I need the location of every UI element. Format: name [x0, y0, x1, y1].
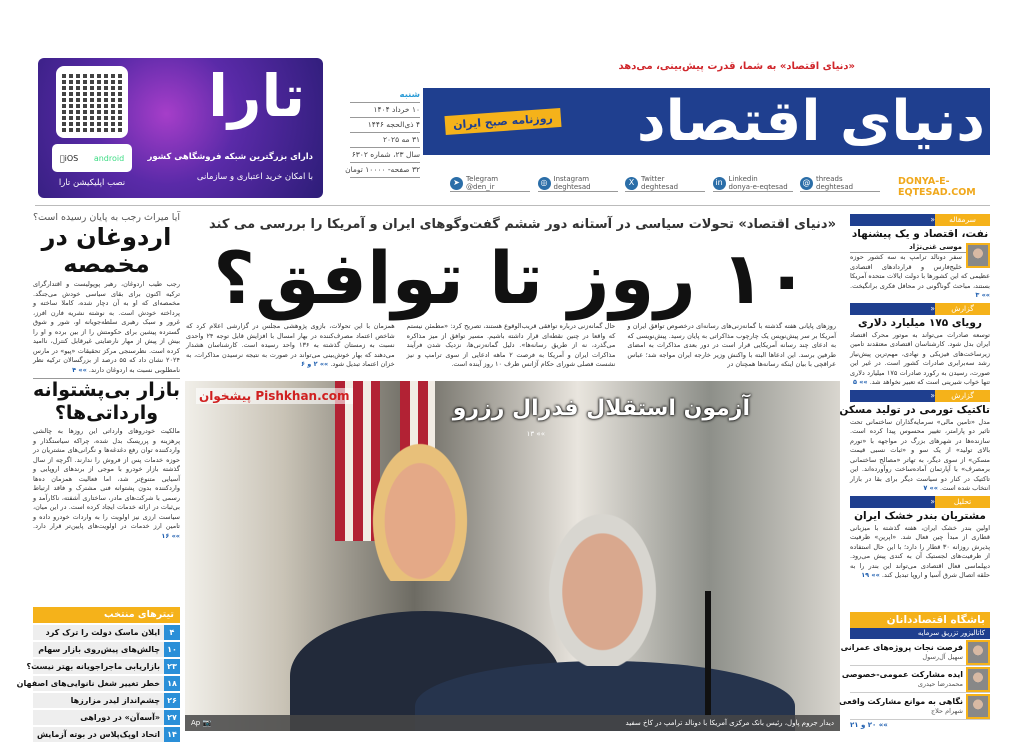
author-photo [966, 640, 990, 665]
page-reference[interactable]: »» ۲ و ۶ [301, 360, 329, 368]
telegram-icon: ➤ [450, 177, 463, 190]
club-item[interactable]: فرصت نجات پروژه‌های عمرانی سهیل آل‌رسول [850, 639, 990, 666]
apple-icon: iOS [61, 153, 75, 163]
headline-item[interactable]: ۱۰ چالش‌های پیش‌روی بازار سهام [33, 642, 180, 657]
headline-item[interactable]: ۴ ایلان ماسک دولت را ترک کرد [33, 625, 180, 640]
x-icon: X [625, 177, 638, 190]
article-text: سفر دونالد ترامپ به سه کشور حوزه خلیج‌فارس و قراردادهای اقتصادی عظیمی که این کشورها با دولت ایالات متحده آمریکا بستند، مباحث گوناگونی در محافل فکری برانگیخت. »» ۳ [850, 253, 990, 299]
section-header: تحلیل « [850, 496, 990, 508]
price: ۳۲ صفحه- ۱۰۰۰۰ تومان [350, 163, 420, 178]
story-column: حال گمانه‌زنی درباره توافقی قریب‌الوقوع هستند، تصریح کرد: «مطمئن نیستم که واقعا در چنین نقطه‌ای قرار داشته باشیم. مسیر توافق از میز مذاکره می‌گذرد، نه از طریق رسانه‌ها». دلیل گمانه‌زنی‌ها، نزدیک شدن فرآیند مذاکرات ایران و آمریکا به فرصت ۲ ماهه ادعایی از سوی ترامپ و نیز نشست فصلی شورای حکام آژانس ظرف ۱۰ روز آینده است. [406, 322, 616, 368]
headline-item[interactable]: ۲۳ بازاریابی ماجراجویانه بهتر نیست؟ [33, 659, 180, 674]
club-subtitle: کاتالیزور تزریق سرمایه [850, 628, 990, 639]
article-text: مدل «تامین مالی» سرمایه‌گذاران ساختمانی تحت تاثیر دو پارامتر، تغییر محسوس پیدا کرده است. سازنده‌ها در شهرهای بزرگ در مواجهه با «تورم بالای تولید» از یک سو و «ثبات نسبی قیمت مسکن» از سوی دیگر، به تهاتر «مصالح ساختمانی برمصرف» با آپارتمان آماده‌ساخت روآورده‌اند. این تاکتیک در کنار دو سیاست دیگر برای بقا در بازار انتخاب شده است. »» ۷ [850, 417, 990, 492]
watermark: پیشخوان Pishkhan.com [196, 388, 353, 404]
android-icon: android [92, 153, 123, 163]
page-reference[interactable]: »» ۲۰ و ۲۱ [850, 721, 888, 729]
ad-install-text: نصب اپلیکیشن تارا [58, 178, 126, 188]
date-column [345, 88, 420, 178]
tara-advertisement[interactable] [38, 58, 323, 198]
headline-item[interactable]: ۱۸ خطر تغییر شغل نانوایی‌های اصفهان [33, 676, 180, 691]
editorial-title[interactable]: نفت، اقتصاد و یک پیشنهاد [851, 228, 989, 240]
weekday: شنبه [350, 88, 420, 103]
tagline: «دنیای اقتصاد» به شما، قدرت پیش‌بینی، می‌دهد [618, 61, 855, 72]
headline-item[interactable]: ۲۷ «آسه‌آن» در دوراهی [33, 710, 180, 725]
linkedin-icon: in [713, 177, 726, 190]
article-title[interactable]: رویای ۱۷۵ میلیارد دلاری [858, 316, 982, 329]
photo-headline[interactable]: آزمون استقلال فدرال رزرو [452, 396, 750, 421]
article-text: رجب طیب اردوغان، رهبر پوپولیست و اقتدارگرای ترکیه اکنون برای بقای سیاسی خودش می‌جنگد. مخمصه‌ای که او به آن دچار شده، کاملا ساخته و پرداخته خودش است. به نوشته نشریه فارن افرز، غرور و سبک رهبری سلطه‌جویانه او، شور و شوق گسترده پیشین برای حکومتش را از بین برده و او را بیش از پیش از مهار نارضایتی غیرقابل کنترل، ناامید کرده است. نظرسنجی مرکز تحقیقات «پیو» در مارس ۲۰۲۴ نشان داد که ۵۵ درصد از بزرگسالان ترکیه نظر نامطلوبی نسبت به اردوغان دارند. »» ۴ [33, 280, 180, 374]
author-photo [966, 667, 990, 692]
jalali-date: ۱۰ خرداد ۱۴۰۴ [350, 103, 420, 118]
section-header: گزارش « [850, 303, 990, 315]
article-title[interactable]: مشتریان بندر خشک ایران [854, 509, 986, 522]
social-threads[interactable]: @ threads deghtesad [800, 175, 880, 192]
story-column: روزهای پایانی هفته گذشته با گمانه‌زنی‌های رسانه‌ای درخصوص توافق ایران و آمریکا بر سر پیش‌نویس یک چارچوب مذاکراتی به پایان رسید. پیش‌نویسی که به ادعای چند رسانه آمریکایی قرار است در دور بعدی مذاکرات به امضای طرفین برسد. این ادعاها البته با واکنش وزیر خارجه ایران مواجه شد؛ عباس عراقچی با بیان اینکه رسانه‌ها همچنان در [627, 322, 836, 368]
social-links [450, 175, 880, 192]
article-text: مالکیت خودروهای وارداتی این روزها به چالشی پرهزینه و پرریسک بدل شده، چراکه سیاستگذار و واردکننده توان رفع دغدغه‌ها و نگرانی‌های مشتریان در حوزه خدمات پس از فروش را ندارند. اگرچه از سال گذشته بازار خودرو با موجی از برندهای اروپایی و آسیایی متنوع‌تر شد، اما فعالیت همزمان ده‌ها واردکننده بدون پشتوانه فنی مشترک و فاقد ارتباط رسمی با شرکت‌های مادر، ساختاری آشفته، ناکارآمد و بی‌ثبات در ارائه خدمات ایجاد کرده است. در این میان، سیاست ارزی نیز اولویت را به واردات خودرو داده و تامین ارز خدمات در اولویت‌های پایین‌تر قرار دارد. »» ۱۶ [33, 427, 180, 540]
club-item[interactable]: نگاهی به موانع مشارکت واقعی شهرام حلاج [850, 693, 990, 720]
section-header: گزارش « [850, 390, 990, 402]
headline-item[interactable]: ۱۴ اتحاد اوپک‌پلاس در بوته آزمایش [33, 727, 180, 742]
ad-line2: با امکان خرید اعتباری و سازمانی [196, 172, 313, 182]
social-twitter[interactable]: X Twitter deghtesad [625, 175, 705, 192]
app-store-badges[interactable] [52, 144, 132, 172]
hijri-date: ۴ ذی‌الحجه ۱۴۴۶ [350, 118, 420, 133]
person-powell [540, 501, 665, 666]
main-kicker: «دنیای اقتصاد» تحولات سیاسی در آستانه دور ششم گفت‌وگوهای ایران و آمریکا را بررسی می کند [209, 217, 836, 232]
website-url[interactable]: DONYA-E-EQTESAD.COM [898, 176, 976, 198]
club-item[interactable]: ایده مشارکت عمومی-خصوصی محمدرضا حیدری [850, 666, 990, 693]
lead-photo[interactable] [185, 381, 840, 731]
newspaper-logo: دنیای اقتصاد [636, 89, 985, 154]
person-trump [365, 431, 475, 581]
main-story-body [186, 322, 836, 378]
ad-logo: تارا [208, 62, 305, 130]
selected-headlines [16, 607, 180, 742]
gregorian-date: ۳۱ مه ۲۰۲۵ [350, 133, 420, 148]
social-telegram[interactable]: ➤ Telegram @den_ir [450, 175, 530, 192]
economists-club [839, 612, 990, 730]
article-title[interactable]: تاکتیک تورمی در تولید مسکن [839, 403, 990, 416]
social-instagram[interactable]: ◎ Instagram deghtesad [538, 175, 618, 192]
social-linkedin[interactable]: in Linkedin donya-e-eqtesad [713, 175, 793, 192]
right-column [839, 212, 991, 610]
article-text: توسعه صادرات می‌تواند به موتور محرک اقتصاد ایران بدل شود. کارشناسان اقتصادی معتقدند تامین زیرساخت‌های فیزیکی و نهادی، مهم‌ترین پیش‌نیاز رشد سه‌برابری صادرات کشور است. در غیر این صورت، رسیدن به رکورد صادرات ۱۷۵ میلیارد دلاری تنها خواب شیرینی است که تعبیر نخواهد شد. »» ۵ [850, 330, 990, 386]
camera-icon: 📷 Ap [191, 719, 212, 727]
headline-item[interactable]: ۲۶ چشم‌انداز لیدر مزارزها [33, 693, 180, 708]
article-title[interactable]: اردوغان در مخمصه [41, 223, 172, 278]
article-text: اولین بندر خشک ایران، هفته گذشته با میزبانی قطاری از مبدأ چین فعال شد. «اپرین» ظرفیت پذیرش روزانه ۳۰ قطار را دارد؛ با این حال استفاده از ظرفیت‌های لجستیک آن به کندی پیش می‌رود. دیپلماسی فعال اقتصادی می‌تواند این بندر را به حلقه اتصال شرق آسیا و اروپا تبدیل کند. »» ۱۹ [850, 523, 991, 579]
photo-caption: دیدار جروم پاول، رئیس بانک مرکزی آمریکا با دونالد ترامپ در کاخ سفید 📷 Ap [185, 715, 840, 731]
page-reference[interactable]: »» ۱۳ [526, 430, 545, 438]
main-headline[interactable]: ۱۰ روز تا توافق؟ [213, 236, 809, 320]
threads-icon: @ [800, 177, 813, 190]
article-title[interactable]: بازار بی‌پشتوانه وارداتی‌ها؟ [33, 379, 180, 424]
article-kicker: آیا میراث رجب به پایان رسیده است؟ [32, 212, 180, 223]
ad-line1: دارای بزرگترین شبکه فروشگاهی کشور [147, 152, 313, 162]
story-column: همزمان با این تحولات، بازوی پژوهشی مجلس در گزارشی اعلام کرد که شاخص اعتماد مصرف‌کننده در بهار امسال با افزایش قابل توجه ۲۴ واحدی نسبت به زمستان گذشته به ۱۳۶ واحد رسیده است. کارشناسان هشدار می‌دهند که بهار خوش‌بینی می‌تواند در صورت به نتیجه نرسیدن مذاکرات، به خزان اعتماد تبدیل شود. »» ۲ و ۶ [185, 322, 395, 368]
section-header: سرمقاله « [850, 214, 990, 226]
author: موسی غنی‌نژاد [850, 242, 990, 253]
divider [35, 205, 990, 206]
author-photo [966, 243, 990, 268]
selected-headlines-title: تیترهای منتخب [33, 607, 180, 623]
left-column [33, 212, 180, 602]
qr-code [56, 66, 128, 138]
masthead-badge: روزنامه صبح ایران [444, 108, 561, 135]
club-title: باشگاه اقتصاددانان [850, 612, 990, 628]
issue-number: سال ۲۳، شماره ۶۳۰۲ [350, 148, 420, 163]
microphone [705, 591, 711, 715]
author-photo [966, 694, 990, 719]
instagram-icon: ◎ [538, 177, 551, 190]
